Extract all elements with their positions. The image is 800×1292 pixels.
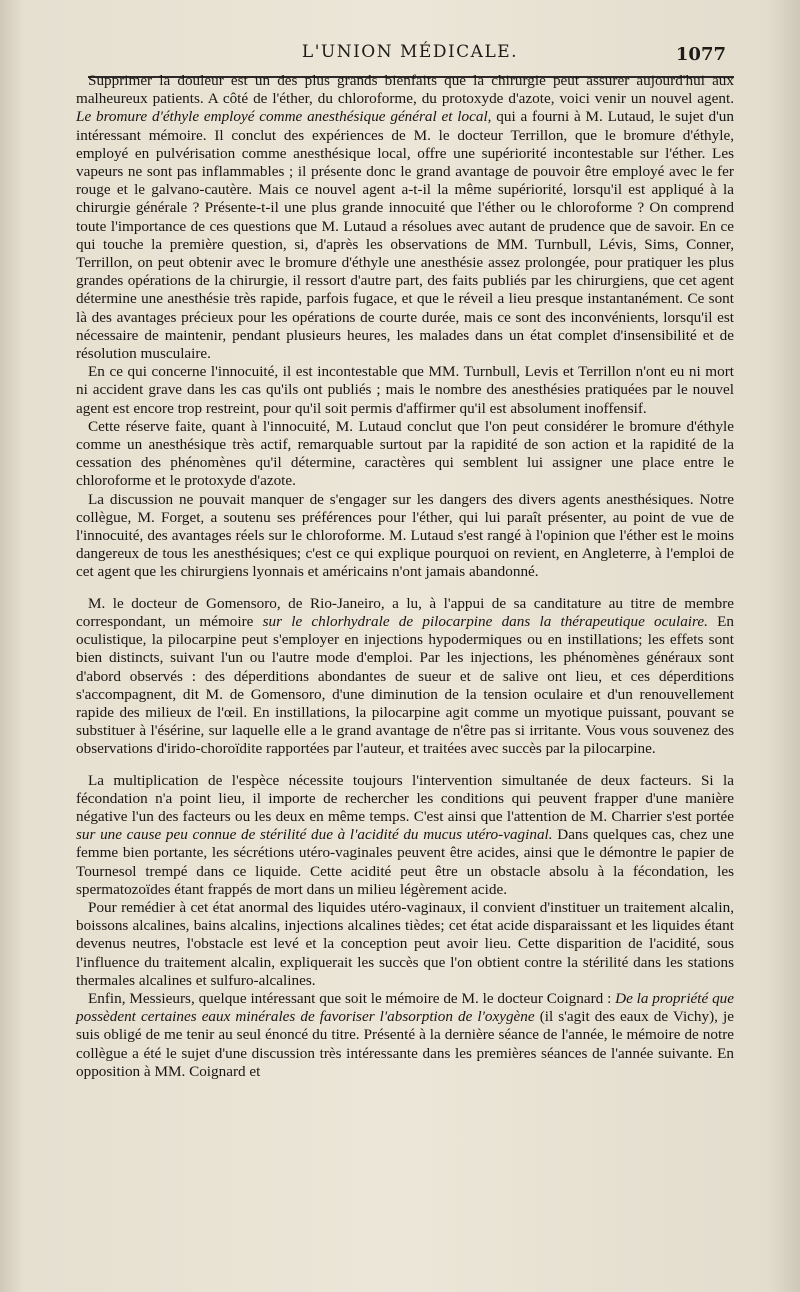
paragraph xyxy=(76,990,734,1081)
italic-title: Le bromure d'éthyle employé comme anesthésique général et local, xyxy=(76,108,492,126)
italic-title: sur le chlorhydrale de pilocarpine dans la thérapeutique oculaire. xyxy=(262,612,708,630)
paragraph xyxy=(76,418,734,491)
running-header xyxy=(80,42,740,74)
text-run: La multiplication de l'espèce nécessite toujours l'intervention simultanée de deux facteurs. Si la fécondation n'a point lieu, il importe de rechercher les conditions qui peuvent frapper d'une manière négative l'un des facteurs ou les deux en même temps. C'est ainsi que l'attention de M. Charrier s'est portée xyxy=(76,771,734,825)
paragraph xyxy=(76,491,734,582)
paragraph xyxy=(76,72,734,363)
journal-title: L'UNION MÉDICALE. xyxy=(301,42,519,62)
text-run: M. le docteur de Gomensoro, de Rio-Janeiro, a lu, à l'appui de sa canditature au titre de membre correspondant, un mémoire xyxy=(76,594,734,630)
text-run: Cette réserve faite, quant à l'innocuité, M. Lutaud conclut que l'on peut considérer le bromure d'éthyle comme un anesthésique très actif, remarquable surtout par la rapidité de son action et la rapidité de la cessation des phénomènes qu'il détermine, caractères qui semblent lui assigner une place entre le chloroforme et le protoxyde d'azote. xyxy=(76,417,734,490)
paragraph xyxy=(76,363,734,418)
paragraph xyxy=(76,772,734,899)
text-run: (il s'agit des eaux de Vichy), je suis obligé de me tenir au seul énoncé du titre. Présenté à la dernière séance de l'année, le mémoire de notre collègue a été le sujet d'une discussion très intéressante dans les premières séances de l'année suivante. En opposition à MM. Coignard et xyxy=(76,1008,734,1080)
paragraph xyxy=(76,595,734,759)
page-number: 1077 xyxy=(675,44,726,65)
text-run: Supprimer la douleur est un des plus grands bienfaits que la chirurgie peut assurer aujourd'hui aux malheureux patients. A côté de l'éther, du chloroforme, du protoxyde d'azote, voici venir un nouvel agent. xyxy=(76,72,734,108)
italic-title: De la propriété que possèdent certaines eaux minérales de favoriser l'absorption de l'oxygène xyxy=(76,989,734,1026)
text-run: Pour remédier à cet état anormal des liquides utéro-vaginaux, il convient d'instituer un traitement alcalin, boissons alcalines, bains alcalins, injections alcalines tièdes; cet état acide disparaissant et les liquides étant devenus neutres, l'obstacle est levé et la conception peut avoir lieu. Cette disparition de l'acidité, sous l'influence du traitement alcalin, expliquerait les succès que l'on obtient contre la stérilité dans les stations thermales alcalines et sulfuro-alcalines. xyxy=(76,898,734,989)
text-run: En oculistique, la pilocarpine peut s'employer en injections hypodermiques ou en instillations; les effets sont bien distincts, suivant l'un ou l'autre mode d'emploi. Par les injections, les phénomènes généraux sont d'abord observés : des déperditions abondantes de sueur et de salive ont lieu, et ces déperditions s'accompagnent, dit M. de Gomensoro, d'une diminution de la tension oculaire et d'un renouvellement rapide des milieux de l'œil. En instillations, la pilocarpine agit comme un myotique puissant, pouvant se substituer à l'ésérine, sur laquelle elle a le grand avantage de n'être pas si irritante. Vous vous souvenez des observations d'irido-choroïdite rapportées par l'auteur, et traitées avec succès par la pilocarpine. xyxy=(76,612,734,758)
text-run: Enfin, Messieurs, quelque intéressant que soit le mémoire de M. le docteur Coignard : xyxy=(88,989,616,1007)
text-run: qui a fourni à M. Lutaud, le sujet d'un intéressant mémoire. Il conclut des expériences de M. le docteur Terrillon, que le bromure d'éthyle, employé en pulvérisation comme anesthésique local, offre une supériorité incontestable sur l'éther. Les vapeurs ne sont pas inflammables ; il présente donc le grand avantage de pouvoir être employé avec le fer rouge et le galvano-cautère. Mais ce nouvel agent a-t-il la même supériorité, lorsqu'il est appliqué à la chirurgie générale ? Présente-t-il une plus grande innocuité que l'éther ou le chloroforme ? On comprend toute l'importance de ces questions que M. Lutaud a résolues avec autant de prudence que de savoir. En ce qui touche la première question, si, d'après les observations de MM. Turnbull, Lévis, Sims, Conner, Terrillon, on peut obtenir avec le bromure d'éthyle une anesthésie assez prolongée, pour pratiquer les plus grandes opérations de la chirurgie, il ressort d'autre part, des faits publiés par les chirurgiens, que cet agent détermine une anesthésie très rapide, parfois fugace, et que le réveil a lieu presque instantanément. Ce sont là des avantages précieux pour les opérations de courte durée, mais ce sont des inconvénients, lorsqu'il est nécessaire de maintenir, pendant plusieurs heures, les malades dans un état complet d'insensibilité et de résolution musculaire. xyxy=(76,108,734,363)
text-run: Dans quelques cas, chez une femme bien portante, les sécrétions utéro-vaginales peuvent être acides, ainsi que le démontre le papier de Tournesol trempé dans ce liquide. Cette acidité peut être un obstacle absolu à la fécondation, les spermatozoïdes étant frappés de mort dans un milieu légèrement acide. xyxy=(76,826,734,898)
italic-title: sur une cause peu connue de stérilité due à l'acidité du mucus utéro-vaginal. xyxy=(76,826,553,844)
article-body xyxy=(76,72,734,1081)
paragraph xyxy=(76,899,734,990)
text-run: En ce qui concerne l'innocuité, il est incontestable que MM. Turnbull, Levis et Terrillon n'ont eu ni mort ni accident grave dans les cas qu'ils ont publiés ; mais le nombre des anesthésies pratiquées par le nouvel agent est encore trop restreint, pour qu'il soit permis d'affirmer qu'il est absolument inoffensif. xyxy=(76,363,734,417)
text-run: La discussion ne pouvait manquer de s'engager sur les dangers des divers agents anesthésiques. Notre collègue, M. Forget, a soutenu ses préférences pour l'éther, qui lui paraît présenter, au point de vue de l'innocuité, des avantages réels sur le chloroforme. M. Lutaud s'est rangé à l'opinion que l'éther est le moins dangereux de tous les anesthésiques; c'est ce qui explique pourquoi on revient, en Angleterre, à l'emploi de cet agent que les chirurgiens lyonnais et américains n'ont jamais abandonné. xyxy=(76,490,734,581)
